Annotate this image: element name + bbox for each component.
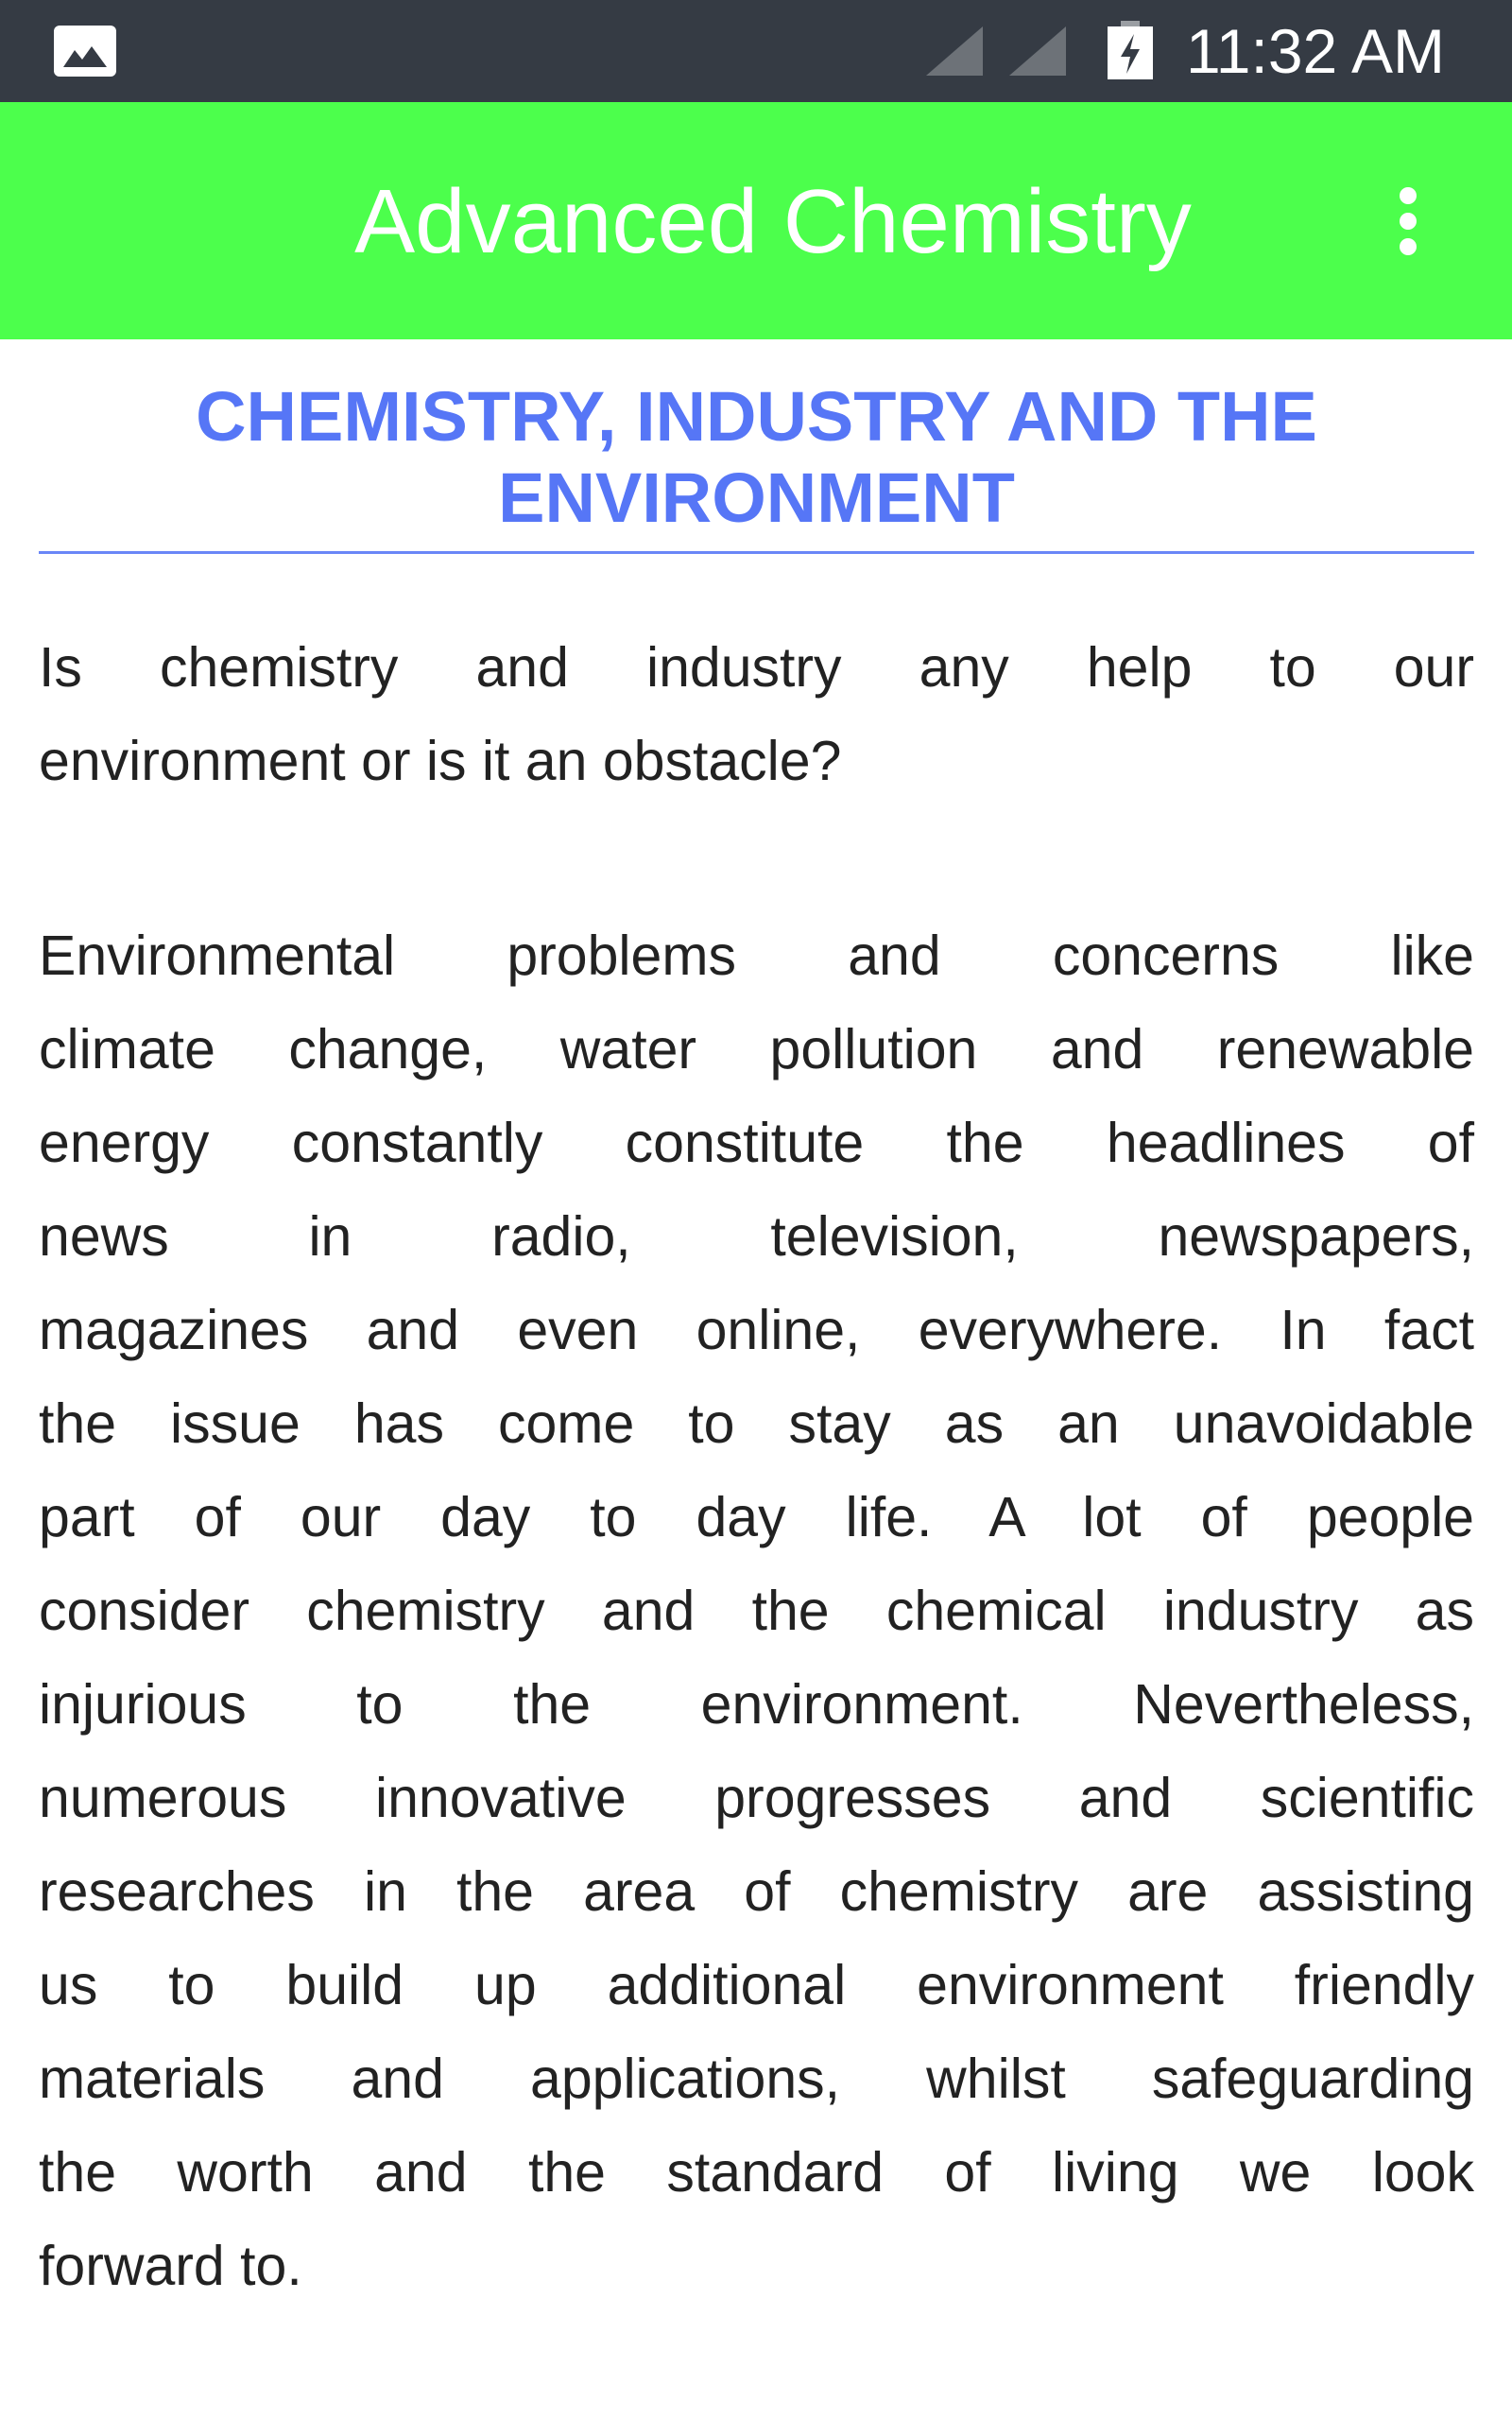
image-icon bbox=[54, 26, 116, 77]
signal-sim1-icon bbox=[926, 26, 988, 76]
heading-line: ENVIRONMENT bbox=[498, 458, 1015, 537]
paragraph-line: numerous innovative progresses and scientific bbox=[39, 1767, 1474, 1829]
heading-divider bbox=[39, 551, 1474, 554]
article-body bbox=[39, 621, 1474, 2313]
paragraph-line: Environmental problems and concerns like bbox=[39, 925, 1474, 987]
article-paragraph bbox=[39, 621, 1474, 808]
status-bar bbox=[0, 0, 1512, 102]
paragraph-line: energy constantly constitute the headlines of bbox=[39, 1112, 1474, 1174]
battery-charging-icon bbox=[1108, 21, 1153, 79]
paragraph-line: consider chemistry and the chemical industry as bbox=[39, 1580, 1474, 1642]
paragraph-line: news in radio, television, newspapers, bbox=[39, 1205, 1474, 1268]
paragraph-line: Is chemistry and industry any help to our bbox=[39, 636, 1474, 699]
article-paragraph bbox=[39, 909, 1474, 2313]
heading-line: CHEMISTRY, INDUSTRY AND THE bbox=[196, 377, 1317, 456]
paragraph-line: part of our day to day life. A lot of people bbox=[39, 1486, 1474, 1548]
app-bar bbox=[0, 102, 1512, 339]
status-time: 11:32 AM bbox=[1186, 16, 1445, 86]
paragraph-line: researches in the area of chemistry are assisting bbox=[39, 1860, 1474, 1923]
app-title: Advanced Chemistry bbox=[354, 171, 1192, 272]
paragraph-line: the worth and the standard of living we look bbox=[39, 2141, 1474, 2204]
more-vert-icon[interactable] bbox=[1389, 187, 1427, 263]
signal-sim2-icon bbox=[1009, 26, 1072, 76]
paragraph-line: forward to. bbox=[39, 2235, 302, 2297]
paragraph-line: materials and applications, whilst safeguarding bbox=[39, 2048, 1474, 2110]
paragraph-line: environment or is it an obstacle? bbox=[39, 730, 842, 792]
paragraph-line: injurious to the environment. Nevertheless, bbox=[39, 1673, 1474, 1736]
paragraph-line: the issue has come to stay as an unavoidable bbox=[39, 1392, 1474, 1455]
article-heading bbox=[39, 376, 1474, 539]
paragraph-line: magazines and even online, everywhere. In fact bbox=[39, 1299, 1474, 1361]
paragraph-line: us to build up additional environment friendly bbox=[39, 1954, 1474, 2016]
paragraph-line: climate change, water pollution and renewable bbox=[39, 1018, 1474, 1080]
